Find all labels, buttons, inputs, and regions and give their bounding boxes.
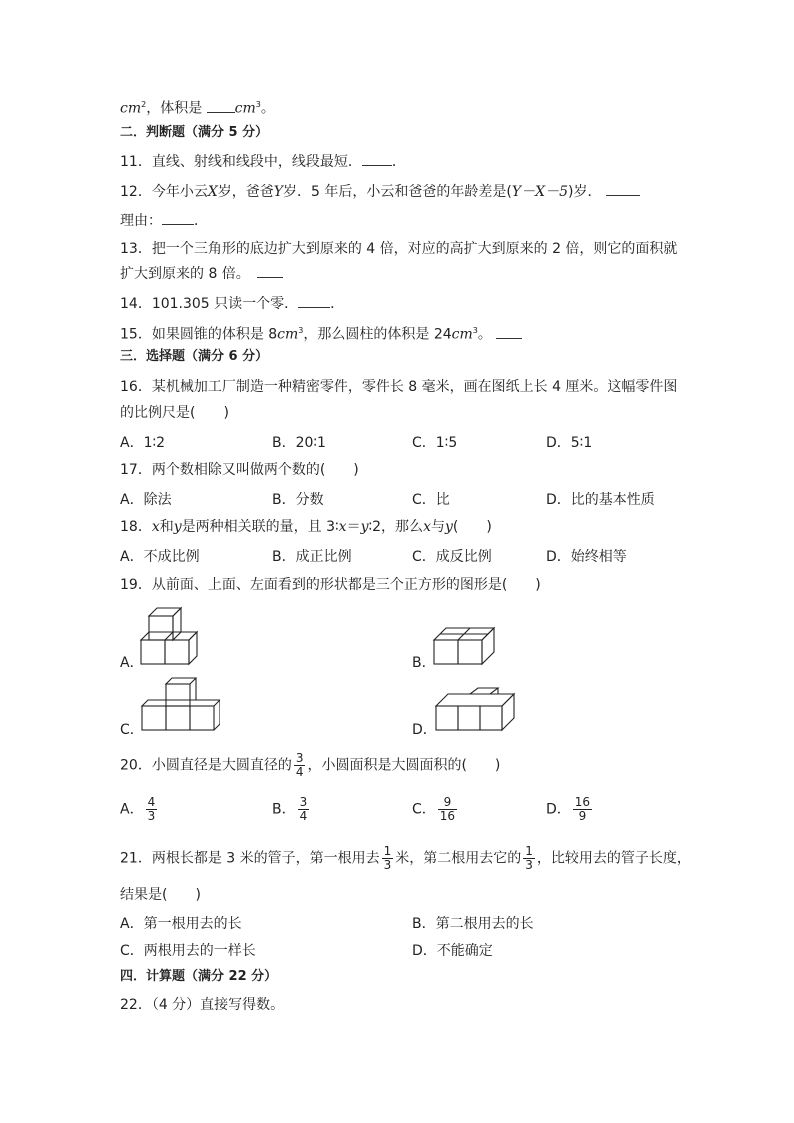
var-y: y (173, 519, 182, 535)
question-13-line2 (120, 265, 283, 283)
q21-a: 21．两根长都是 3 米的管子，第一根用去 (120, 850, 380, 867)
q17-option-b[interactable]: B．分数 (272, 492, 324, 508)
answer-blank[interactable] (207, 100, 235, 113)
q19-option-a-label[interactable]: A． (120, 655, 144, 671)
option-fraction (298, 796, 310, 823)
section-calc-title: 四．计算题（满分 22 分） (120, 969, 278, 984)
q18-option-a[interactable]: A．不成比例 (120, 549, 200, 565)
q17-option-d[interactable]: D．比的基本性质 (546, 492, 655, 508)
q18-c: 是两种相关联的量，且 3∶ (181, 519, 339, 535)
question-12-reason (120, 212, 208, 230)
question-17: 17．两个数相除又叫做两个数的( ) (120, 462, 359, 478)
q20-a: 20．小圆直径是大圆直径的 (120, 757, 292, 774)
var-y: y (360, 519, 369, 535)
frac-num: 16 (574, 795, 591, 809)
frac-den: 3 (383, 858, 392, 872)
answer-blank[interactable] (496, 326, 522, 339)
q17-option-c[interactable]: C．比 (412, 492, 450, 508)
question-20 (120, 752, 500, 779)
q12-c: 岁．5 年后，小云和爸爸的年龄差是( (283, 184, 512, 200)
q14-end: ． (330, 296, 345, 312)
frac-num: 3 (299, 795, 308, 809)
var-x: x (423, 519, 431, 535)
question-19: 19．从前面、上面、左面看到的形状都是三个正方形的图形是( ) (120, 577, 541, 593)
q12-b: 岁，爸爸 (217, 184, 274, 200)
question-16-line2: 的比例尺是( ) (120, 405, 229, 421)
q21-c: ，比较用去的管子长度， (536, 850, 691, 867)
var-x: X (207, 184, 218, 200)
frac-num: 9 (438, 796, 457, 810)
section-choice-title: 三．选择题（满分 6 分） (120, 349, 269, 364)
question-13-line1: 13．把一个三角形的底边扩大到原来的 4 倍，对应的高扩大到原来的 2 倍，则它的面积就 (120, 241, 678, 257)
question-15 (120, 322, 522, 344)
answer-blank[interactable] (257, 265, 283, 278)
frac-num: 3 (295, 751, 304, 765)
volume-label: ，体积是 (146, 100, 203, 117)
q19-figure-c[interactable] (138, 676, 220, 736)
q18-option-b[interactable]: B．成正比例 (272, 549, 352, 565)
section-judge-title: 二．判断题（满分 5 分） (120, 125, 269, 140)
fraction-3-4 (294, 752, 306, 779)
q20-b: ，小圆面积是大圆面积的( ) (307, 757, 501, 774)
reason-blank[interactable] (162, 212, 194, 225)
frac-num: 1 (525, 844, 533, 858)
q19-figure-b[interactable] (430, 620, 504, 668)
q17-option-a[interactable]: A．除法 (120, 492, 172, 508)
q13-line2-text: 扩大到原来的 8 倍。 (120, 266, 243, 282)
q16-option-a[interactable]: A．1∶2 (120, 435, 166, 451)
question-16-line1: 16．某机械加工厂制造一种精密零件，零件长 8 毫米，画在图纸上长 4 厘米。这幅零件图 (120, 379, 678, 395)
q19-option-b-label[interactable]: B． (412, 655, 436, 671)
option-label: B． (272, 801, 296, 818)
exp-3: 3 (255, 100, 261, 109)
q20-option-a[interactable] (120, 796, 159, 823)
option-fraction (146, 796, 158, 823)
unit-cm: cm (234, 100, 256, 117)
frac-den: 3 (147, 809, 156, 823)
q21-option-d[interactable]: D．不能确定 (412, 943, 493, 959)
option-label: C． (412, 801, 436, 818)
answer-blank[interactable] (362, 153, 392, 166)
q18-e: ∶2，那么 (368, 519, 424, 535)
question-14 (120, 295, 344, 313)
q20-option-d[interactable] (546, 796, 594, 823)
q21-option-b[interactable]: B．第二根用去的长 (412, 916, 534, 932)
question-11 (120, 153, 406, 171)
exp-3: 3 (472, 326, 478, 335)
option-label: D． (546, 801, 571, 818)
q15-b: ，那么圆柱的体积是 24 (303, 326, 452, 343)
period: 。 (260, 100, 275, 117)
question-18 (120, 518, 492, 536)
frac-den: 4 (299, 809, 308, 823)
q18-option-d[interactable]: D．始终相等 (546, 549, 627, 565)
var-y: Y (273, 184, 284, 200)
fraction-1-3 (523, 845, 535, 872)
q12-a: 12．今年小云 (120, 184, 208, 200)
var-x: x (151, 519, 160, 535)
q20-option-c[interactable] (412, 796, 459, 823)
frac-den: 3 (525, 858, 533, 872)
var-y: y (444, 519, 453, 535)
question-21-line2: 结果是( ) (120, 887, 201, 903)
q19-option-d-label[interactable]: D． (412, 722, 437, 738)
fraction-1-3 (382, 845, 394, 872)
frac-den: 16 (439, 809, 456, 823)
exp-3: 3 (298, 326, 304, 335)
q14-text: 14．101.305 只读一个零． (120, 296, 299, 312)
carryover-line (120, 96, 275, 118)
q15-a: 15．如果圆锥的体积是 8 (120, 326, 278, 343)
option-fraction (573, 796, 592, 823)
q16-option-b[interactable]: B．20∶1 (272, 435, 326, 451)
option-label: A． (120, 801, 144, 818)
frac-num: 1 (383, 844, 392, 858)
q20-option-b[interactable] (272, 796, 311, 823)
unit-cm: cm (451, 326, 473, 343)
answer-blank[interactable] (298, 295, 330, 308)
frac-den: 9 (578, 809, 587, 823)
q19-option-c-label[interactable]: C． (120, 722, 144, 738)
q18-d: ＝ (346, 519, 361, 535)
q11-text: 11．直线、射线和线段中，线段最短． (120, 154, 362, 170)
exp-2: 2 (141, 100, 147, 109)
option-fraction (438, 796, 457, 823)
q18-f: 与 (430, 519, 445, 535)
q18-b: 和 (159, 519, 174, 535)
question-12 (120, 183, 640, 201)
q12-d: )岁． (568, 184, 602, 200)
q16-option-c[interactable]: C．1∶5 (412, 435, 458, 451)
q15-c: 。 (477, 326, 492, 343)
q21-option-c[interactable]: C．两根用去的一样长 (120, 943, 256, 959)
frac-den: 4 (295, 765, 304, 779)
q19-figure-a[interactable] (136, 602, 206, 668)
unit-cm: cm (277, 326, 299, 343)
q12-end: ． (194, 213, 208, 229)
q11-end: ． (391, 154, 406, 170)
q21-b: 米，第二根用去它的 (395, 850, 522, 867)
reason-label: 理由： (120, 213, 162, 229)
question-22: 22．（4 分）直接写得数。 (120, 997, 285, 1013)
q18-g: ( ) (452, 519, 492, 535)
var-x: x (338, 519, 347, 535)
q12-expr: Y－X－5 (511, 184, 568, 200)
question-21 (120, 845, 691, 872)
answer-blank[interactable] (606, 183, 640, 196)
q19-figure-d[interactable] (432, 686, 516, 736)
q16-option-d[interactable]: D．5∶1 (546, 435, 593, 451)
frac-num: 4 (147, 795, 156, 809)
q18-option-c[interactable]: C．成反比例 (412, 549, 492, 565)
q21-option-a[interactable]: A．第一根用去的长 (120, 916, 242, 932)
q18-a: 18． (120, 519, 152, 535)
unit-cm: cm (120, 100, 142, 117)
